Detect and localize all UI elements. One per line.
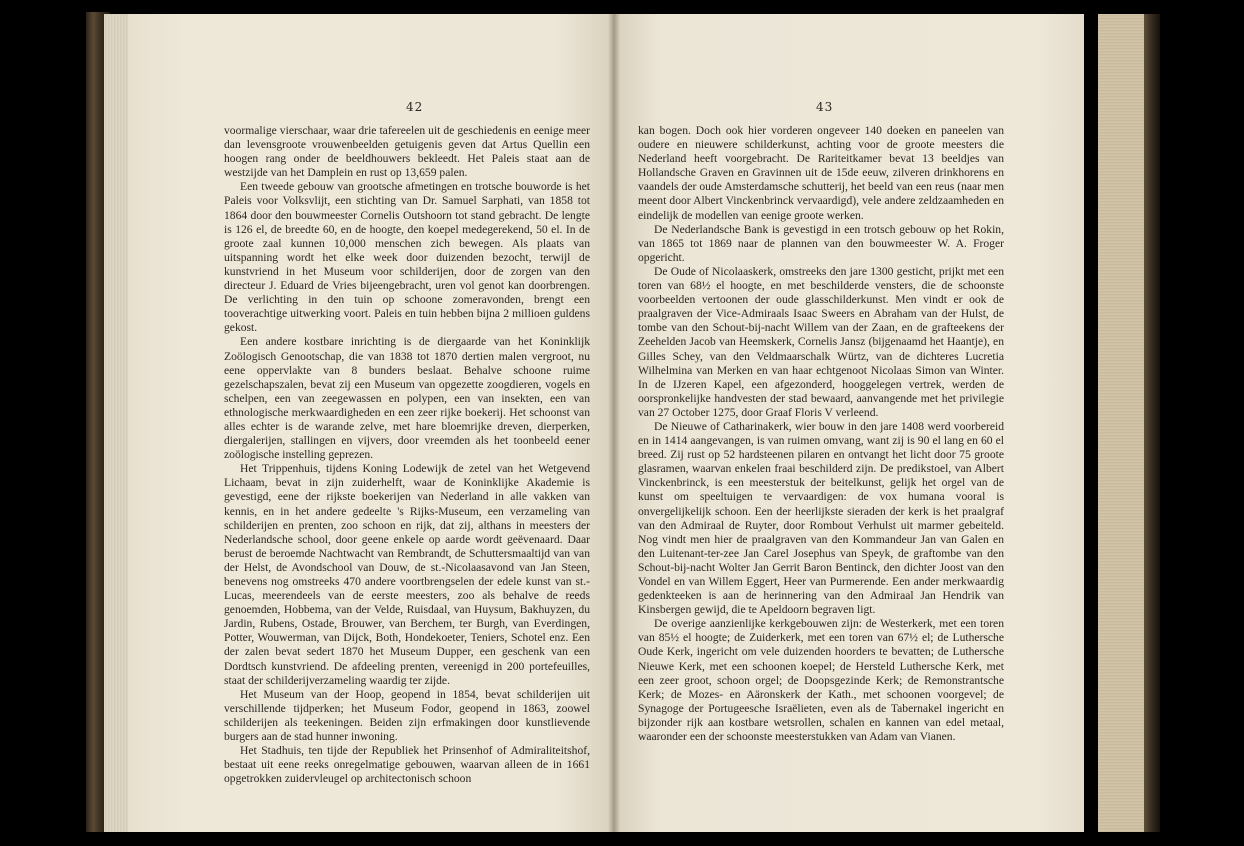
book-gutter [608, 14, 620, 832]
paragraph: Het Stadhuis, ten tijde der Republiek het Prinsenhof of Admiraliteitshof, bestaat uit eene reeks onregelmatige gebouwen, waarvan alleen de in 1661 opgetrokken zuidervleugel op architectonisch schoon [224, 744, 590, 786]
paragraph: kan bogen. Doch ook hier vorderen ongeveer 140 doeken en paneelen van oudere en nieuwere schilderkunst, achting voor de groote meesters die Nederland heeft voorgebracht. De Rariteitkamer bevat 13 beeldjes van Hollandsche Graven en Gravinnen uit de 15de eeuw, zilveren drinkhorens en vaandels der oude Amsterdamsche schutterij, het beeld van een reus (naar men meent door Albert Vinckenbrinck vervaardigd), vele andere zeldzaamheden en eindelijk de modellen van eenige groote werken. [638, 124, 1004, 222]
paragraph: Een andere kostbare inrichting is de diergaarde van het Koninklijk Zoölogisch Genootschap, die van 1838 tot 1870 dertien malen vergroot, nu eene oppervlakte van 8 bunders beslaat. Behalve schoone ruime gezelschapszalen, bevat zij een Museum van opgezette zoogdieren, vogels en schelpen, een van zeegewassen en polypen, een van insekten, een van ethnologische merkwaardigheden en een zeer rijke boekerij. Het schoonst van alles echter is de warande zelve, met hare bloemrijke dreven, dierperken, diergalerijen, stallingen en vijvers, door vreemden als het toonbeeld eener zoölogische instelling geprezen. [224, 335, 590, 462]
paragraph: De Nederlandsche Bank is gevestigd in een trotsch gebouw op het Rokin, van 1865 tot 1869 naar de plannen van den bouwmeester W. A. Froger opgericht. [638, 222, 1004, 264]
page-stack-right [1098, 14, 1144, 832]
paragraph: Het Museum van der Hoop, geopend in 1854, bevat schilderijen uit verschillende tijdperken; het Museum Fodor, geopend in 1863, zoowel schilderijen als teekeningen. Beiden zijn erfmakingen door kunstlievende burgers aan de stad hunner inwoning. [224, 687, 590, 744]
left-page-text [224, 124, 590, 786]
paragraph: Het Trippenhuis, tijdens Koning Lodewijk de zetel van het Wetgevend Lichaam, bevat in zijn zuiderhelft, waar de Koninklijke Akademie is gevestigd, eene der rijkste boekerijen van Nederland in alle vakken van kennis, en in het andere gedeelte 's Rijks-Museum, een verzameling van schilderijen en prenten, zoo schoon en rijk, dat zij, althans in meesters der Nederlandsche school, door geene enkele op aarde wordt geëvenaard. Daar berust de beroemde Nachtwacht van Rembrandt, de Schuttersmaaltijd van van der Helst, de Avondschool van Douw, de st.-Nicolaasavond van Jan Steen, benevens nog omstreeks 470 andere voortbrengselen der edele kunst van st.-Lucas, meerendeels van de eerste meesters, zoo als behalve de reeds genoemden, Hobbema, van der Velde, Ruisdaal, van Huysum, Bakhuyzen, du Jardin, Rubens, Ostade, Brouwer, van Berchem, ter Burgh, van Everdingen, Potter, Wouwerman, van Dijck, Both, Hondekoeter, Teniers, Schotel enz. Een der zalen bevat sedert 1870 het Museum Dupper, een geschenk van een Dordtsch kunstvriend. De afdeeling prenten, vereenigd in 200 portefeuilles, staat der schilderijverzameling waardig ter zijde. [224, 462, 590, 687]
paragraph: De overige aanzienlijke kerkgebouwen zijn: de Westerkerk, met een toren van 85½ el hoogte; de Zuiderkerk, met een toren van 67½ el; de Luthersche Oude Kerk, ingericht om vele duizenden hoorders te bevatten; de Luthersche Nieuwe Kerk, met een schoonen koepel; de Hersteld Luthersche Kerk, met een zeer groot, schoon orgel; de Doopsgezinde Kerk; de Remonstrantsche Kerk; de Mozes- en Aäronskerk der Kath., met schoonen voorgevel; de Synagoge der Portugeesche Israëlieten, even als de Tabernakel ingericht en bijzonder rijk aan kostbare wetsrollen, schalen en kannen van edel metaal, waaronder een der schoonste meesterstukken van Adam van Vianen. [638, 617, 1004, 744]
paragraph: De Oude of Nicolaaskerk, omstreeks den jare 1300 gesticht, prijkt met een toren van 68½ el hoogte, en met beschilderde vensters, die de schoonste voorbeelden vertoonen der oude glasschilderkunst. Men vindt er ook de praalgraven der Vice-Admiraals Isaac Sweers en Abraham van der Hulst, de tombe van den Schout-bij-nacht Willem van der Zaan, en de grafteekens der Zeehelden Jacob van Heemskerk, Cornelis Jansz (bijgenaamd het Haantje), en Gilles Schey, van den Veldmaarschalk Würtz, van de dichteres Lucretia Wilhelmina van Merken en van haar echtgenoot Nicolaas Simon van Winter. In de IJzeren Kapel, een afgezonderd, hooggelegen vertrek, werden de oorspronkelijke handvesten der stad bewaard, aanvangende met het privilegie van 27 October 1275, door Graaf Floris V verleend. [638, 264, 1004, 419]
right-page [614, 14, 1084, 832]
right-page-text [638, 124, 1004, 744]
left-page [128, 14, 614, 832]
paragraph: De Nieuwe of Catharinakerk, wier bouw in den jare 1408 werd voorbereid en in 1414 aangevangen, is van ruimen omvang, want zij is 90 el lang en 60 el breed. Zij rust op 52 hardsteenen pilaren en ontvangt het licht door 75 groote glasramen, waarvan enkelen fraai beschilderd zijn. De predikstoel, van Albert Vinckenbrinck, is een meesterstuk der beitelkunst, gelijk het orgel van de kunst om speeltuigen te vervaardigen: de vox humana vooral is onvergelijkelijk schoon. Een der heerlijkste sieraden der kerk is het praalgraf van den Admiraal de Ruyter, door Rombout Verhulst uit marmer gebeiteld. Nog vindt men hier de praalgraven van den Kommandeur Jan van Galen en den Luitenant-ter-zee Jan Carel Josephus van Speyk, de graftombe van den Schout-bij-nacht Wolter Jan Gerrit Baron Bentinck, den dichter Joost van den Vondel en van Willem Eggert, Heer van Purmerende. Een ander merkwaardig gedenkteeken is aan de herinnering van den Admiraal Jan Hendrik van Kinsbergen gewijd, die te Apeldoorn begraven ligt. [638, 419, 1004, 617]
page-stack-left [104, 14, 130, 832]
paragraph: Een tweede gebouw van grootsche afmetingen en trotsche bouworde is het Paleis voor Volksvlijt, een stichting van Dr. Samuel Sarphati, van 1858 tot 1864 door den bouwmeester Cornelis Outshoorn tot stand gebracht. De lengte is 126 el, de breedte 60, en de hoogte, den koepel medegerekend, 50 el. In de groote zaal kunnen 10,000 menschen zich bewegen. Als plaats van uitspanning wordt het elke week door duizenden bezocht, terwijl de kunstvriend in het Museum voor schilderijen, door de zorgen van den directeur J. Eduard de Vries bijeengebracht, uren vol genot kan doorbrengen. De verlichting in den tuin op schoone zomeravonden, brengt een tooverachtige uitwerking voort. Paleis en tuin hebben bijna 2 millioen guldens gekost. [224, 180, 590, 335]
paragraph: voormalige vierschaar, waar drie tafereelen uit de geschiedenis en eenige meer dan levensgroote vrouwenbeelden getuigenis geven dat Artus Quellin een hoogen rang onder de beeldhouwers bekleedt. Het Paleis staat aan de westzijde van het Damplein en rust op 13,659 palen. [224, 124, 590, 180]
page-number-right: 43 [816, 100, 834, 114]
page-number-left: 42 [406, 100, 424, 114]
